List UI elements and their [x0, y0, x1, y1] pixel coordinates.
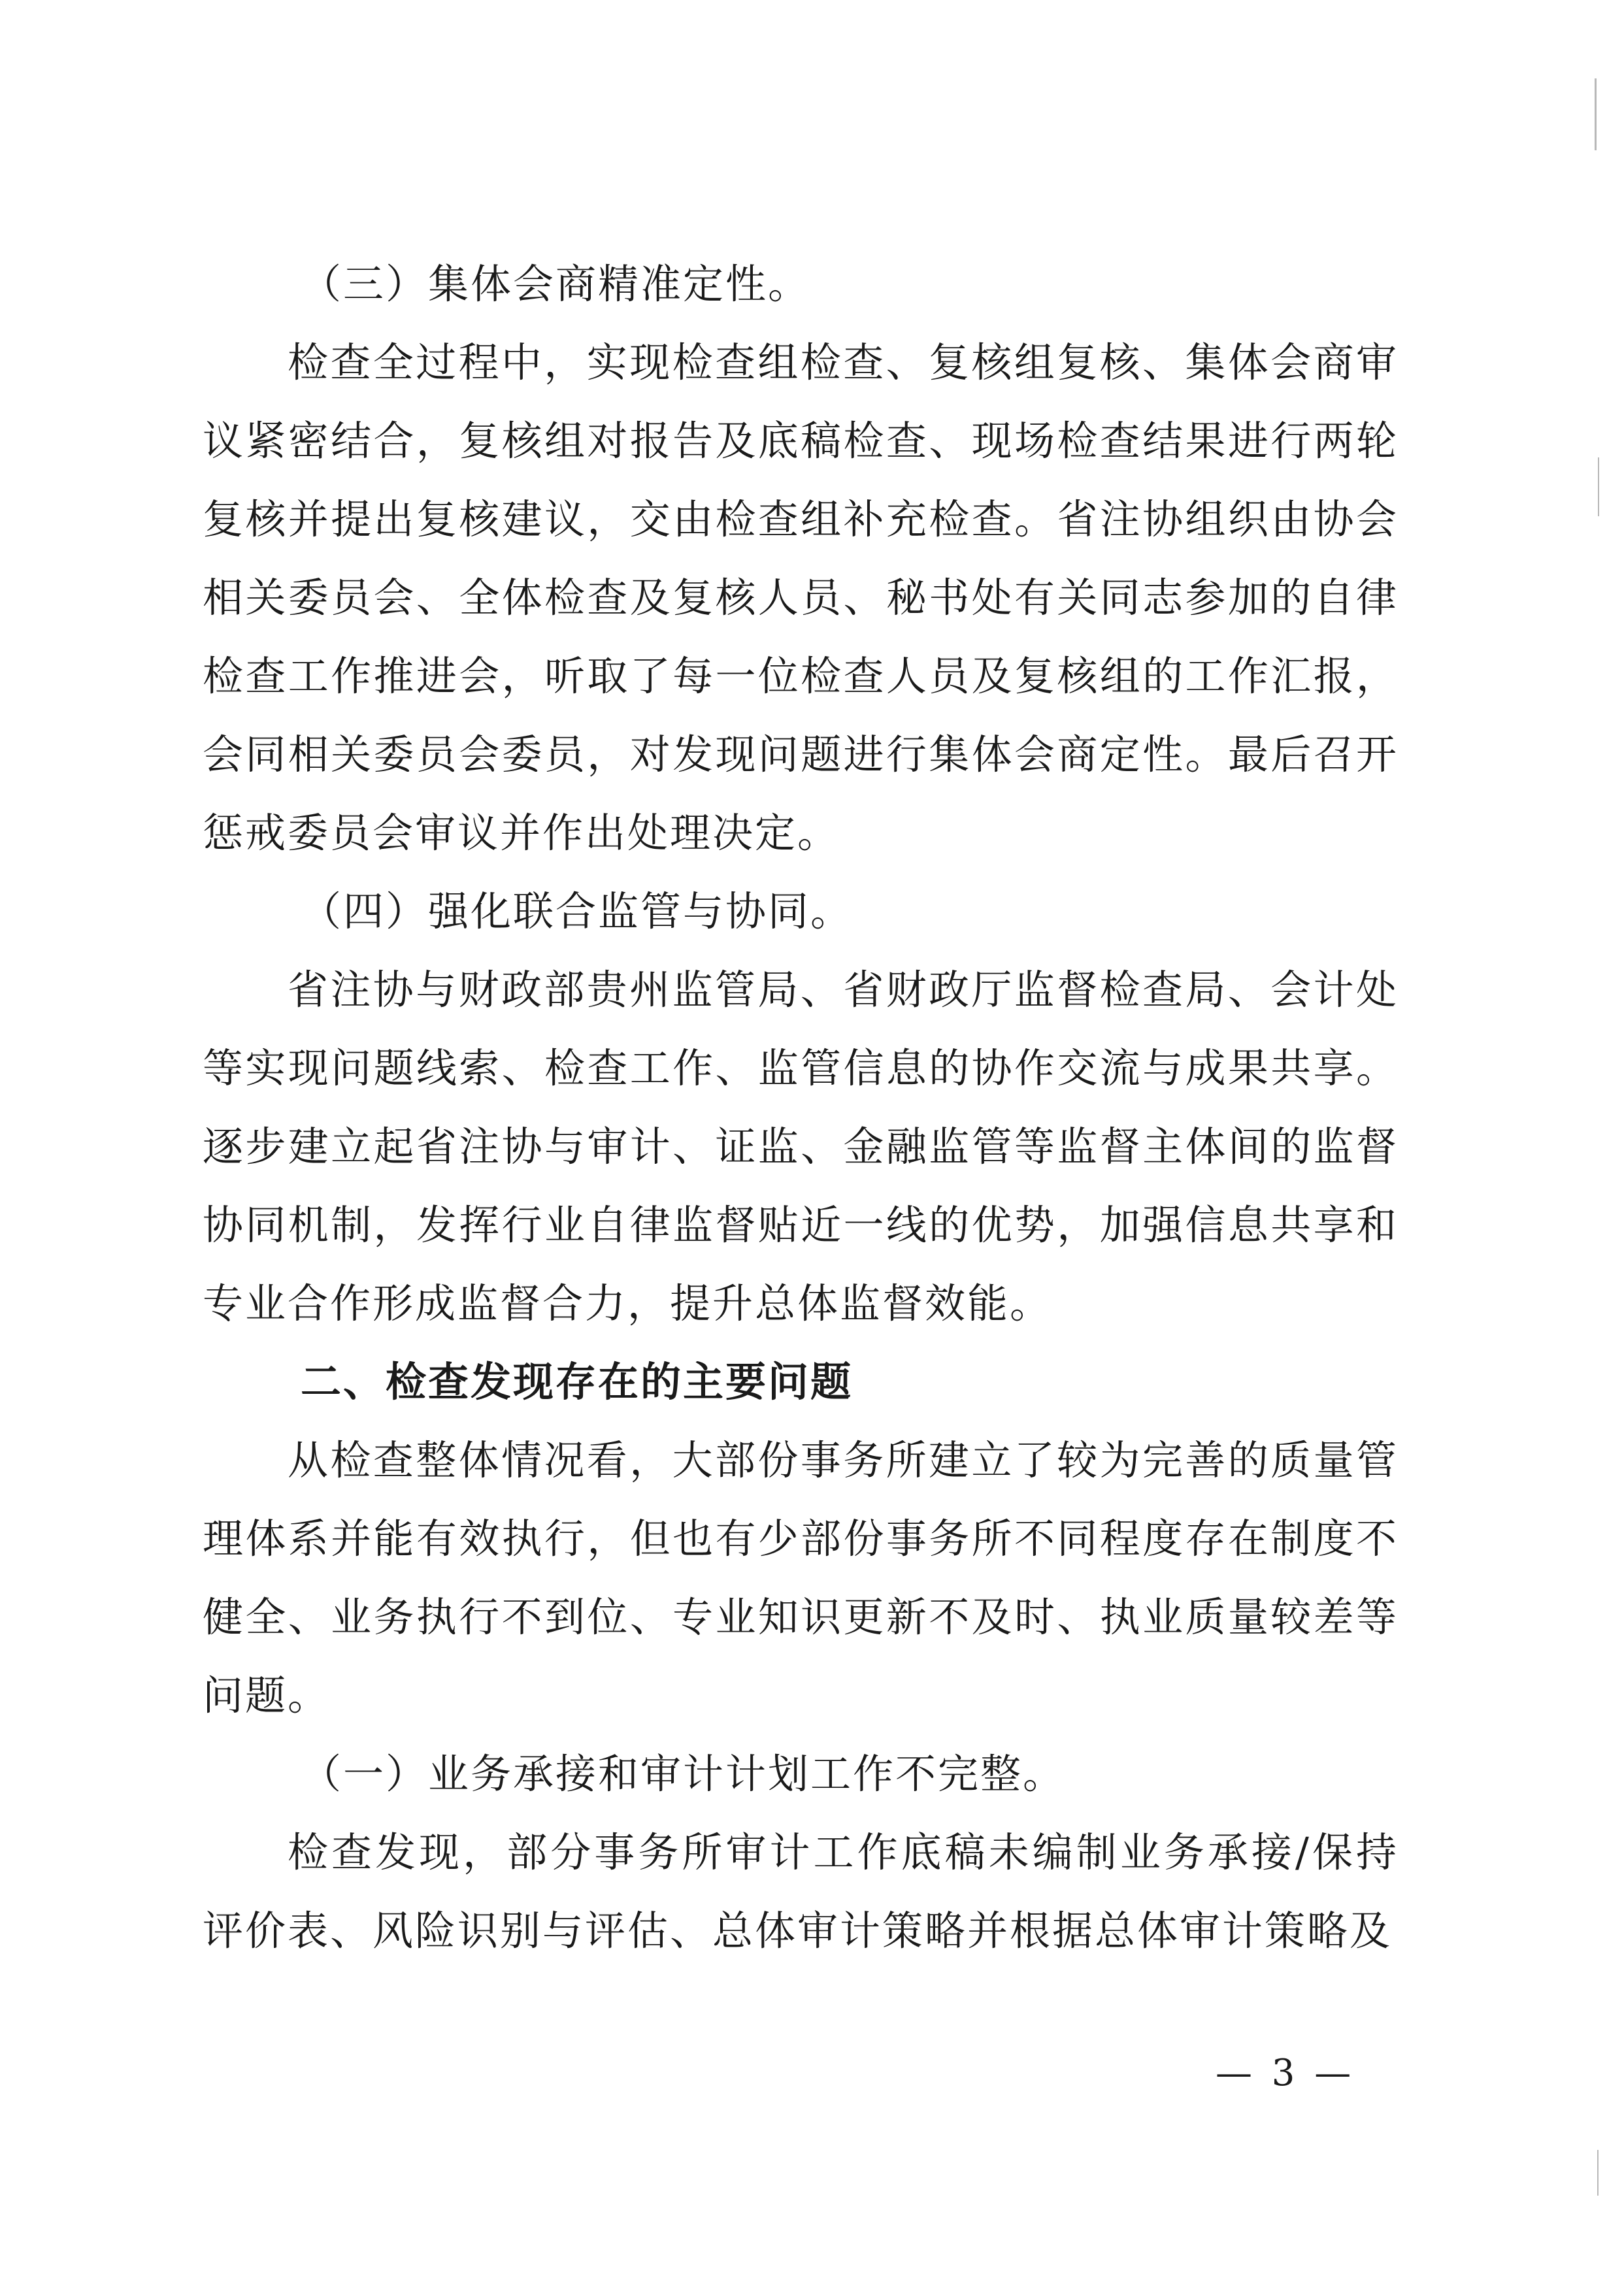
- page-number: — 3 —: [1216, 2052, 1355, 2094]
- document-body: [203, 245, 1399, 1970]
- scan-edge-mark: [1598, 457, 1599, 516]
- paragraph-line: 问题。: [203, 1672, 331, 1719]
- paragraph-line: 复核并提出复核建议，交由检查组补充检查。省注协组织由协会: [203, 495, 1399, 543]
- scan-edge-mark: [1595, 78, 1597, 150]
- paragraph-line: 议紧密结合，复核组对报告及底稿检查、现场检查结果进行两轮: [203, 417, 1399, 465]
- paragraph-line: 协同机制，发挥行业自律监督贴近一线的优势，加强信息共享和: [203, 1201, 1399, 1249]
- section-subheading: （三）集体会商精准定性。: [301, 260, 811, 308]
- paragraph-line: 从检查整体情况看，大部份事务所建立了较为完善的质量管: [288, 1436, 1399, 1484]
- paragraph-line: 健全、业务执行不到位、专业知识更新不及时、执业质量较差等: [203, 1593, 1399, 1641]
- paragraph-line: 相关委员会、全体检查及复核人员、秘书处有关同志参加的自律: [203, 574, 1399, 621]
- section-heading: 二、检查发现存在的主要问题: [301, 1358, 853, 1406]
- section-subheading: （四）强化联合监管与协同。: [301, 887, 853, 935]
- paragraph-line: 理体系并能有效执行，但也有少部份事务所不同程度存在制度不: [203, 1515, 1399, 1562]
- paragraph-line: 逐步建立起省注协与审计、证监、金融监管等监督主体间的监督: [203, 1123, 1399, 1170]
- paragraph-line: 会同相关委员会委员，对发现问题进行集体会商定性。最后召开: [203, 731, 1399, 778]
- paragraph-line: 惩戒委员会审议并作出处理决定。: [203, 809, 840, 857]
- paragraph-line: 评价表、风险识别与评估、总体审计策略并根据总体审计策略及: [203, 1907, 1393, 1955]
- paragraph-line: 专业合作形成监督合力，提升总体监督效能。: [203, 1279, 1053, 1327]
- paragraph-line: 检查全过程中，实现检查组检查、复核组复核、集体会商审: [288, 338, 1399, 386]
- section-subheading: （一）业务承接和审计计划工作不完整。: [301, 1750, 1066, 1798]
- paragraph-line: 检查工作推进会，听取了每一位检查人员及复核组的工作汇报，: [203, 652, 1399, 700]
- paragraph-line: 检查发现，部分事务所审计工作底稿未编制业务承接/保持: [288, 1828, 1399, 1876]
- paragraph-line: 等实现问题线索、检查工作、监管信息的协作交流与成果共享。: [203, 1044, 1399, 1092]
- paragraph-line: 省注协与财政部贵州监管局、省财政厅监督检查局、会计处: [288, 966, 1399, 1014]
- scan-edge-mark: [1597, 2150, 1599, 2196]
